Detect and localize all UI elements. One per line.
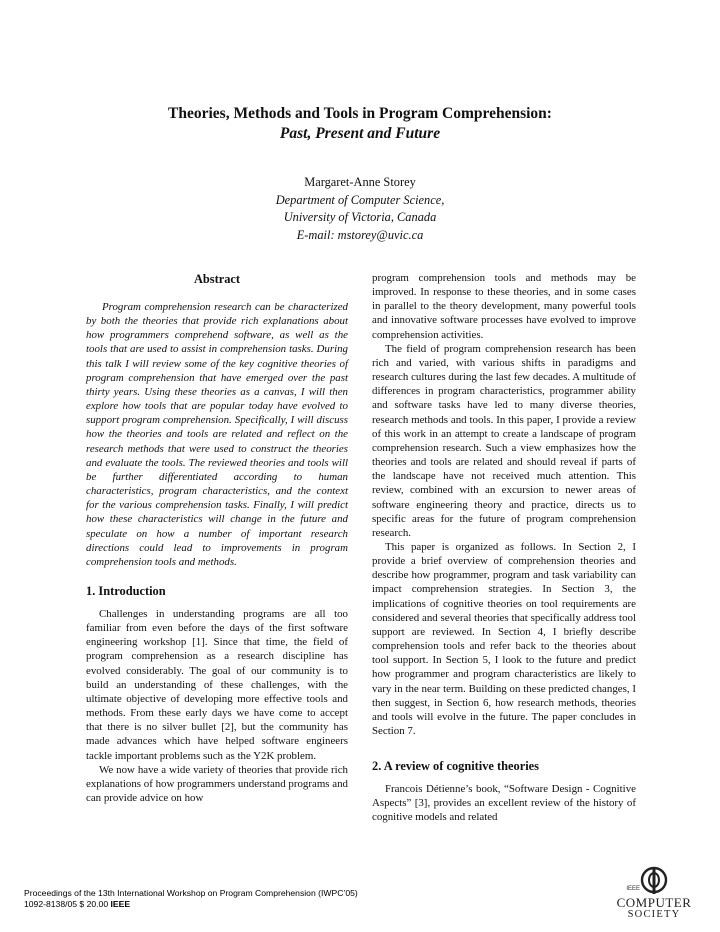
section-heading-introduction: 1. Introduction <box>86 583 166 598</box>
introduction-paragraph-1: Challenges in understanding programs are all too familiar from even before the days of the first software engineering workshop [1]. Since that time, the field of program comprehension as a research discipline has evolved considerably. The goal of our community is to build an understanding of these challenges, with the ultimate objective of developing more effective tools and methods. From these early days we have come to accept that there is no silver bullet [2], but the community has made advances which have helped software engineers tackle important problems such as the Y2K problem. <box>86 607 348 762</box>
logo-text-society: SOCIETY <box>627 909 681 920</box>
author-name: Margaret-Anne Storey <box>304 175 416 189</box>
abstract-heading: Abstract <box>193 272 241 286</box>
introduction-paragraph-3: The field of program comprehension research has been rich and varied, with various shifts in paradigms and research cultures during the last few decades. A multitude of differences in program characteristics, programmer ability and software tasks have led to many diverse theories, research methods and tools. In this paper, I provide a review of this work in an attempt to create a landscape of program comprehension research. Such a view emphasizes how the theories and tools are related and should reveal if parts of the landscape have not received much attention. This review, combined with an excursion to newer areas of software engineering theory and practice, directs us to specific areas for the future of program comprehension research. <box>372 342 636 539</box>
author-affiliation-department: Department of Computer Science, <box>275 192 445 207</box>
footer-proceedings: Proceedings of the 13th International Workshop on Program Comprehension (IWPC’05) <box>24 888 358 898</box>
introduction-paragraph-continued: program comprehension tools and methods may be improved. In response to these theories, and in some cases in parallel to the theory development, many powerful tools and innovative software processes have evolved to improve comprehension activities. <box>372 272 636 341</box>
author-email: E-mail: mstorey@uvic.ca <box>296 227 424 242</box>
author-affiliation-university: University of Victoria, Canada <box>283 210 437 225</box>
paper-subtitle: Past, Present and Future <box>279 125 441 142</box>
logo-small-text: IEEE <box>626 886 640 892</box>
ieee-computer-society-logo <box>612 866 696 922</box>
footer-issn-text: 1092-8138/05 $ 20.00 <box>24 899 111 909</box>
paper-title: Theories, Methods and Tools in Program Comprehension: <box>168 105 552 122</box>
introduction-paragraph-4: This paper is organized as follows. In Section 2, I provide a brief overview of comprehension theories and describe how programmer, program and task variability can impact comprehension strategies. In Section 3, the implications of cognitive theories on tool requirements are considered and several theories that specifically address tool support are reviewed. In Section 4, I briefly describe comprehension tools and refer back to the theories about tool support. In Section 5, I look to the future and predict how programmer and program characteristics are likely to vary in the near term. Building on these predicted changes, I then suggest, in Section 6, how research methods, theories and tools will evolve in the future. The paper concludes in Section 7. <box>372 540 636 737</box>
page-footer <box>24 888 358 910</box>
footer-ieee: IEEE <box>110 899 131 909</box>
section-heading-cognitive-theories: 2. A review of cognitive theories <box>372 759 540 774</box>
left-column <box>86 271 348 805</box>
right-column <box>372 271 636 825</box>
introduction-paragraph-2: We now have a wide variety of theories that provide rich explanations of how programmers understand programs and can provide advice on how <box>86 763 348 804</box>
abstract-text: Program comprehension research can be characterized by both the theories that provide rich explanations about how programmers comprehend software, as well as the tools that are used to assist in comprehension tasks. During this talk I will review some of the key cognitive theories of program comprehension that have emerged over the past thirty years. Using these theories as a canvas, I will then explore how tools that are popular today have evolved to support program comprehension. Specifically, I will discuss how the theories and tools are related and reflect on the research methods that were used to construct the theories and evaluate the tools. The reviewed theories and tools will be further differentiated according to human characteristics, program characteristics, and the context for the various comprehension tasks. Finally, I will predict how these characteristics will change in the future and speculate on how a number of important research directions could lead to improvements in program comprehension tools and methods. <box>86 301 348 568</box>
title-block <box>60 104 660 144</box>
cognitive-theories-paragraph-1: Francois Détienne’s book, “Software Design - Cognitive Aspects” [3], provides an excellent review of the history of cognitive models and related <box>372 783 636 824</box>
ieee-logo-icon <box>612 866 696 896</box>
author-block <box>60 174 660 244</box>
footer-issn <box>24 899 358 910</box>
logo-text-computer: COMPUTER <box>616 895 692 910</box>
